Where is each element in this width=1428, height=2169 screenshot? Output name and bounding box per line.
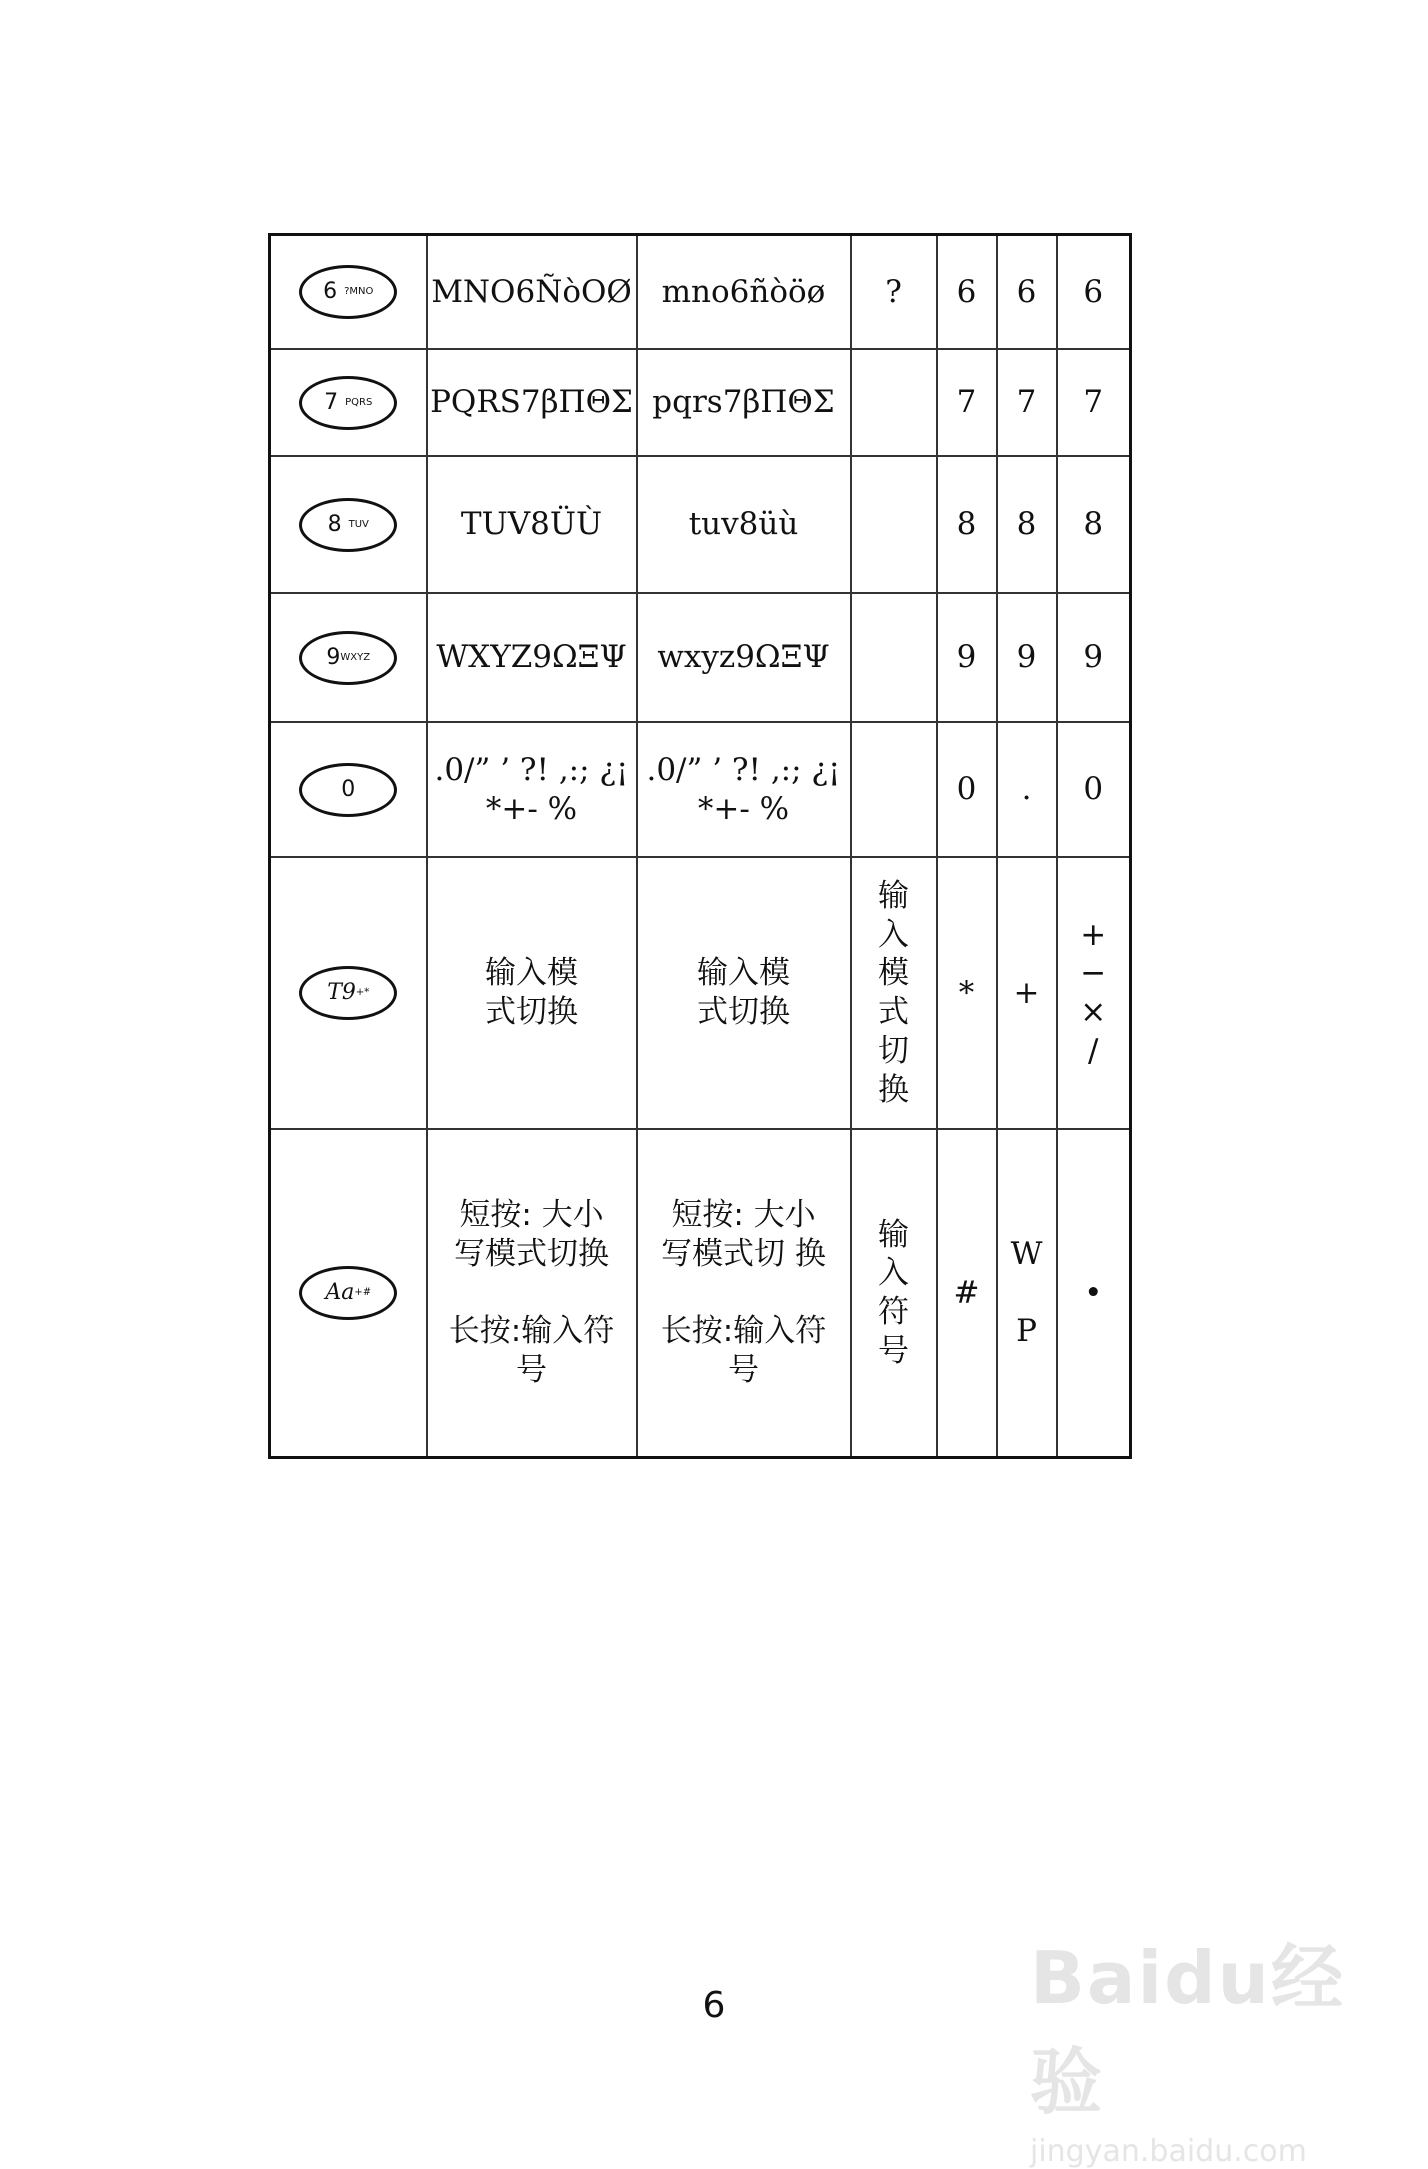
numeric-cell-1: 8 (937, 456, 997, 593)
numeric-cell-1: 6 (937, 235, 997, 350)
numeric-cell-3: 7 (1057, 349, 1131, 456)
table-row (270, 235, 1131, 350)
key-7-icon: 7 PQRS (299, 376, 397, 430)
numeric-cell-2: + (997, 857, 1057, 1129)
symbol-cell: 输 入 符 号 (851, 1129, 937, 1458)
key-mapping-table (268, 233, 1132, 1459)
table-row (270, 593, 1131, 722)
symbol-cell (851, 722, 937, 857)
table-row (270, 1129, 1131, 1458)
numeric-cell-2: 8 (997, 456, 1057, 593)
numeric-cell-3: 0 (1057, 722, 1131, 857)
numeric-cell-1: * (937, 857, 997, 1129)
lowercase-cell: tuv8üù (637, 456, 851, 593)
lowercase-cell: 输入模 式切换 (637, 857, 851, 1129)
uppercase-cell: .0/” ’ ?! ,:; ¿¡ *+- % (427, 722, 637, 857)
uppercase-cell: 短按: 大小 写模式切换 长按:输入符 号 (427, 1129, 637, 1458)
symbol-cell: 输 入 模 式 切 换 (851, 857, 937, 1129)
uppercase-cell: WXYZ9ΩΞΨ (427, 593, 637, 722)
key-cell (270, 349, 427, 456)
numeric-cell-2: 9 (997, 593, 1057, 722)
numeric-cell-2: . (997, 722, 1057, 857)
key-cell (270, 593, 427, 722)
lowercase-cell: .0/” ’ ?! ,:; ¿¡ *+- % (637, 722, 851, 857)
symbol-cell (851, 456, 937, 593)
key-t9-star-icon: T9+* (299, 966, 397, 1020)
table-row (270, 456, 1131, 593)
uppercase-cell: 输入模 式切换 (427, 857, 637, 1129)
table-row (270, 722, 1131, 857)
lowercase-cell: 短按: 大小 写模式切 换 长按:输入符 号 (637, 1129, 851, 1458)
numeric-cell-1: # (937, 1129, 997, 1458)
key-case-hash-icon: Aa+# (299, 1266, 397, 1320)
lowercase-cell: mno6ñòöø (637, 235, 851, 350)
numeric-cell-2: 6 (997, 235, 1057, 350)
uppercase-cell: PQRS7βΠΘΣ (427, 349, 637, 456)
key-cell (270, 722, 427, 857)
key-cell (270, 456, 427, 593)
symbol-cell: ? (851, 235, 937, 350)
watermark-url: jingyan.baidu.com (1030, 2134, 1307, 2169)
uppercase-cell: MNO6ÑòOØ (427, 235, 637, 350)
table-row (270, 857, 1131, 1129)
symbol-cell (851, 593, 937, 722)
key-cell (270, 1129, 427, 1458)
uppercase-cell: TUV8ÜÙ (427, 456, 637, 593)
numeric-cell-3: 6 (1057, 235, 1131, 350)
key-8-icon: 8 TUV (299, 498, 397, 552)
lowercase-cell: wxyz9ΩΞΨ (637, 593, 851, 722)
page-number: 6 (702, 1985, 726, 2026)
numeric-cell-3: 8 (1057, 456, 1131, 593)
numeric-cell-2: W P (997, 1129, 1057, 1458)
key-9-icon: 9WXYZ (299, 631, 397, 685)
symbol-cell (851, 349, 937, 456)
numeric-cell-3: 9 (1057, 593, 1131, 722)
numeric-cell-1: 9 (937, 593, 997, 722)
numeric-cell-2: 7 (997, 349, 1057, 456)
numeric-cell-3: + − × / (1057, 857, 1131, 1129)
key-cell (270, 857, 427, 1129)
numeric-cell-3: • (1057, 1129, 1131, 1458)
table-row (270, 349, 1131, 456)
key-6-icon: 6 ?MNO (299, 265, 397, 319)
key-0-icon: 0 (299, 763, 397, 817)
watermark-logo: Baidu经验 (1030, 1936, 1345, 2124)
lowercase-cell: pqrs7βΠΘΣ (637, 349, 851, 456)
key-cell (270, 235, 427, 350)
numeric-cell-1: 7 (937, 349, 997, 456)
numeric-cell-1: 0 (937, 722, 997, 857)
